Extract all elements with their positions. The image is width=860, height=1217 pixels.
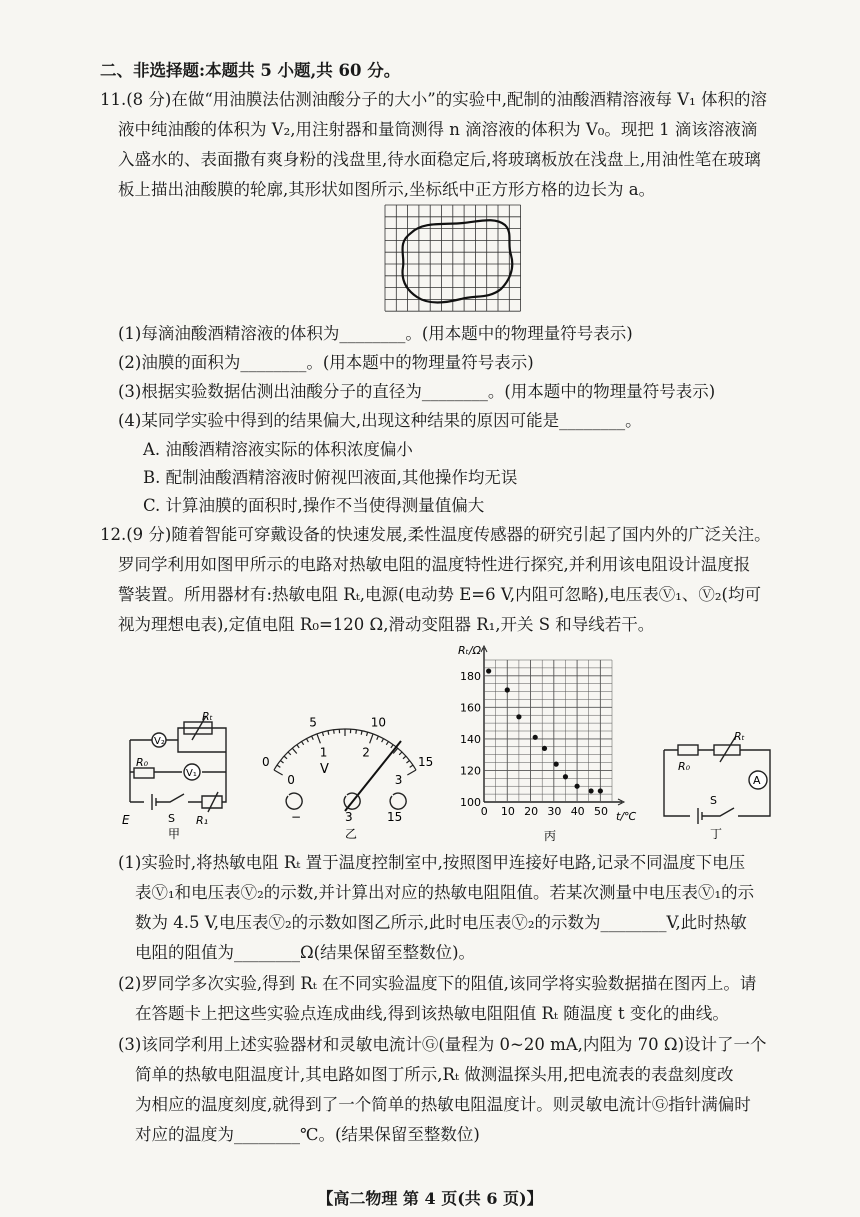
q12-line-4: 视为理想电表),定值电阻 R₀=120 Ω,滑动变阻器 R₁,开关 S 和导线若干。 (118, 615, 655, 634)
q11-part-3: (3)根据实验数据估测出油酸分子的直径为________。(用本题中的物理量符号表示) (118, 382, 716, 401)
chart-x-tick: 40 (570, 805, 585, 818)
caption-yi: 乙 (345, 827, 358, 840)
v1-label: V₁ (186, 768, 197, 779)
meter-needle (345, 741, 401, 811)
q11-line-3: 入盛水的、表面撒有爽身粉的浅盘里,待水面稳定后,将玻璃板放在浅盘上,用油性笔在玻璃 (118, 150, 761, 169)
meter-tick (361, 731, 362, 735)
q12-part-1-line-2: 表Ⓥ₁和电压表Ⓥ₂的示数,并计算出对应的热敏电阻阻值。若某次测量中电压表Ⓥ₁的示 (135, 883, 755, 902)
meter-tick (391, 745, 393, 748)
terminal-15: 15 (387, 810, 403, 824)
meter-tick (274, 770, 283, 775)
chart-point (554, 762, 559, 767)
voltmeter-yi-figure (255, 695, 445, 840)
meter-tick (297, 745, 299, 748)
meter-top-label: 10 (370, 715, 387, 730)
chart-xlabel: t/℃ (616, 810, 637, 823)
meter-tick (292, 748, 296, 753)
meter-tick (386, 741, 388, 744)
meter-top-label: 15 (417, 755, 434, 769)
chart-point (598, 788, 603, 793)
q12-part-3-line-3: 为相应的温度刻度,就得到了一个简单的热敏电阻温度计。则灵敏电流计Ⓖ指针满偏时 (135, 1095, 751, 1114)
meter-tick (317, 734, 320, 743)
circuit-jia-figure (122, 712, 238, 840)
q12-line-1: 12.(9 分)随着智能可穿戴设备的快速发展,柔性温度传感器的研究引起了国内外的广泛关注。 (100, 525, 771, 544)
q12-part-2-line-1: (2)罗同学多次实验,得到 Rₜ 在不同实验温度下的阻值,该同学将实验数据描在图丙上。请 (118, 974, 757, 993)
caption-bing: 丙 (544, 829, 557, 842)
rt-label-jia: Rₜ (202, 712, 213, 723)
oil-film-grid-figure (383, 203, 523, 315)
meter-bottom-label: 0 (287, 773, 295, 787)
meter-tick (356, 730, 357, 734)
meter-tick (322, 732, 323, 736)
q11-option-c: C. 计算油膜的面积时,操作不当使得测量值偏大 (143, 496, 485, 515)
meter-tick (382, 739, 384, 743)
chart-ylabel: Rₜ/Ω (458, 644, 481, 657)
meter-tick (377, 736, 379, 740)
meter-tick (403, 756, 406, 759)
chart-x-tick: 50 (593, 805, 608, 818)
circuit-ding-figure (658, 730, 776, 840)
q11-line-4: 板上描出油酸膜的轮廓,其形状如图所示,坐标纸中正方形方格的边长为 a。 (118, 180, 656, 199)
q12-part-1-line-4: 电阻的阻值为________Ω(结果保留至整数位)。 (135, 943, 476, 962)
q11-option-b: B. 配制油酸酒精溶液时俯视凹液面,其他操作均无误 (143, 468, 518, 487)
q12-part-1-line-3: 数为 4.5 V,电压表Ⓥ₂的示数如图乙所示,此时电压表Ⓥ₂的示数为________V,此时热敏 (135, 913, 747, 932)
q11-line-2: 液中纯油酸的体积为 V₂,用注射器和量筒测得 n 滴溶液的体积为 V₀。现把 1 滴该溶液滴 (118, 120, 758, 139)
meter-tick (410, 765, 413, 767)
chart-point (563, 774, 568, 779)
q11-part-2: (2)油膜的面积为________。(用本题中的物理量符号表示) (118, 353, 534, 372)
chart-x-tick: 10 (500, 805, 515, 818)
page-footer: 【高二物理 第 4 页(共 6 页)】 (317, 1189, 543, 1208)
chart-point (542, 746, 547, 751)
q11-part-1: (1)每滴油酸酒精溶液的体积为________。(用本题中的物理量符号表示) (118, 324, 633, 343)
meter-tick (307, 739, 309, 743)
chart-y-tick: 140 (460, 732, 481, 746)
meter-tick (302, 741, 304, 744)
meter-top-label: 0 (262, 755, 270, 769)
terminal-minus: − (291, 810, 302, 824)
q11-option-a: A. 油酸酒精溶液实际的体积浓度偏小 (143, 440, 413, 459)
resistance-temperature-chart (452, 640, 652, 842)
meter-tick (280, 761, 283, 763)
chart-point (486, 668, 491, 673)
meter-tick (370, 734, 373, 743)
chart-point (574, 784, 579, 789)
r0-label-jia: R₀ (136, 756, 149, 769)
section-header: 二、非选择题:本题共 5 小题,共 60 分。 (100, 61, 401, 80)
caption-jia: 甲 (168, 827, 181, 840)
chart-x-tick: 20 (524, 805, 539, 818)
s-label-jia: S (168, 812, 175, 825)
q11-line-1: 11.(8 分)在做“用油膜法估测油酸分子的大小”的实验中,配制的油酸酒精溶液每 V₁ 体积的溶 (100, 90, 767, 109)
meter-tick (406, 761, 409, 763)
meter-tick (284, 756, 287, 759)
e-label-jia: E (122, 813, 130, 827)
meter-tick (288, 752, 291, 755)
chart-y-tick: 120 (460, 764, 481, 778)
meter-tick (328, 731, 329, 735)
meter-unit: V (320, 762, 329, 777)
meter-tick (366, 732, 367, 736)
meter-bottom-label: 2 (362, 745, 370, 760)
q12-part-2-line-2: 在答题卡上把这些实验点连成曲线,得到该热敏电阻阻值 Rₜ 随温度 t 变化的曲线。 (135, 1004, 729, 1023)
s-label-ding: S (710, 794, 717, 807)
chart-y-tick: 180 (460, 669, 481, 683)
ammeter-label: A (753, 774, 761, 787)
q11-part-4: (4)某同学实验中得到的结果偏大,出现这种结果的原因可能是________。 (118, 411, 642, 430)
meter-bottom-label: 1 (319, 745, 328, 760)
meter-tick (277, 765, 280, 767)
meter-top-label: 5 (309, 715, 317, 730)
q12-line-3: 警装置。所用器材有:热敏电阻 Rₜ,电源(电动势 E=6 V,内阻可忽略),电压表Ⓥ₁、Ⓥ₂(均可 (118, 585, 761, 604)
chart-point (505, 687, 510, 692)
chart-point (588, 788, 593, 793)
meter-tick (312, 736, 314, 740)
chart-x-tick: 30 (547, 805, 562, 818)
chart-y-tick: 100 (460, 796, 481, 809)
q12-line-2: 罗同学利用如图甲所示的电路对热敏电阻的温度特性进行探究,并利用该电阻设计温度报 (118, 555, 751, 574)
meter-tick (407, 770, 416, 775)
caption-ding: 丁 (710, 827, 723, 840)
v2-label: V₂ (154, 736, 165, 747)
chart-point (516, 714, 521, 719)
meter-tick (334, 730, 335, 734)
meter-tick (399, 752, 402, 755)
r1-label-jia: R₁ (196, 814, 209, 827)
chart-point (533, 735, 538, 740)
chart-y-tick: 160 (460, 701, 481, 715)
terminal-3: 3 (345, 810, 353, 824)
r0-label-ding: R₀ (678, 760, 691, 773)
q12-part-3-line-1: (3)该同学利用上述实验器材和灵敏电流计Ⓖ(量程为 0~20 mA,内阻为 70 Ω)设计了一个 (118, 1035, 767, 1054)
q12-part-3-line-4: 对应的温度为________℃。(结果保留至整数位) (135, 1125, 480, 1144)
q12-part-3-line-2: 简单的热敏电阻温度计,其电路如图丁所示,Rₜ 做测温探头用,把电流表的表盘刻度改 (135, 1065, 734, 1084)
chart-x-tick: 0 (480, 805, 488, 818)
q12-part-1-line-1: (1)实验时,将热敏电阻 Rₜ 置于温度控制室中,按照图甲连接好电路,记录不同温度下电压 (118, 853, 746, 872)
rt-label-ding: Rₜ (734, 730, 745, 743)
meter-bottom-label: 3 (394, 773, 403, 787)
